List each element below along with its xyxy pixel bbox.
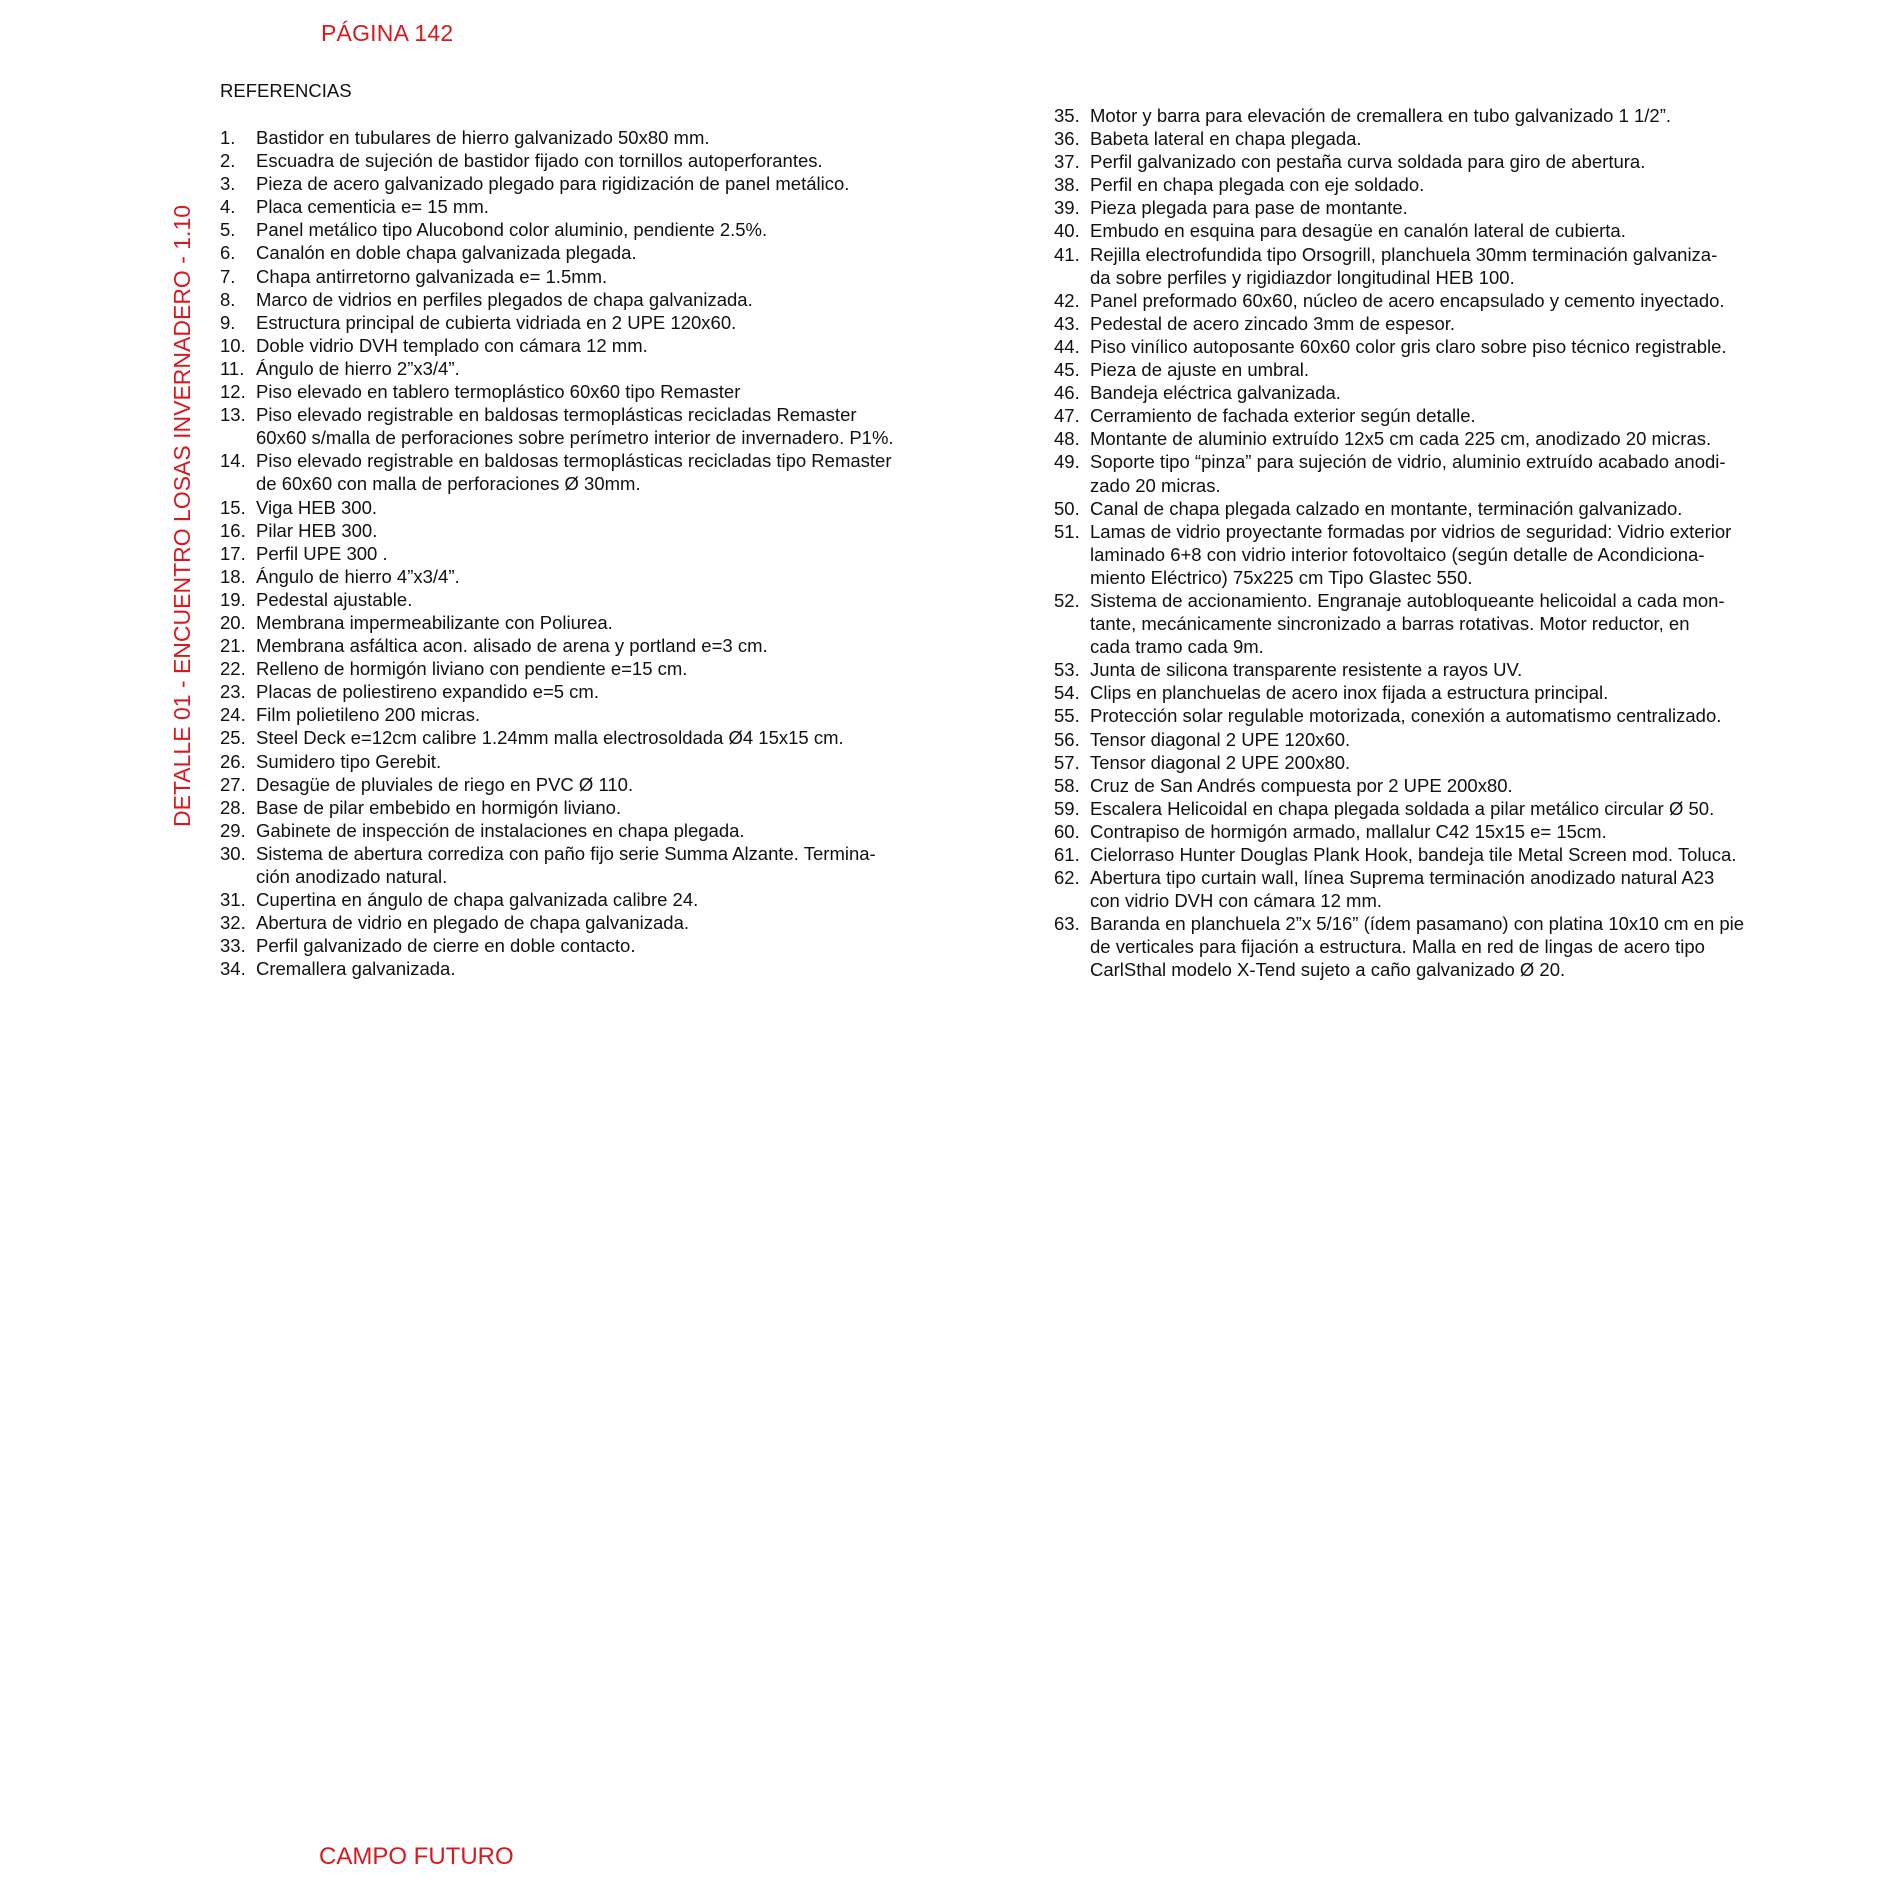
reference-number: 49.	[1054, 451, 1080, 473]
reference-text-line: Canalón en doble chapa galvanizada plegada.	[256, 242, 637, 264]
reference-item	[220, 496, 1020, 519]
reference-text-line: Placa cementicia e= 15 mm.	[256, 196, 489, 218]
reference-number: 32.	[220, 912, 246, 934]
reference-item	[1054, 173, 1864, 196]
reference-item	[1054, 219, 1864, 242]
reference-item	[220, 934, 1020, 957]
reference-text-line: Panel metálico tipo Alucobond color aluminio, pendiente 2.5%.	[256, 219, 768, 241]
reference-item	[220, 403, 1020, 449]
reference-number: 2.	[220, 150, 236, 172]
reference-text	[256, 888, 1020, 911]
reference-text-line: Viga HEB 300.	[256, 496, 378, 518]
reference-text	[1090, 312, 1864, 335]
reference-text-line: Pedestal ajustable.	[256, 588, 413, 610]
reference-text	[1090, 243, 1864, 289]
reference-text-line: miento Eléctrico) 75x225 cm Tipo Glastec 550.	[1090, 566, 1473, 588]
reference-number: 8.	[220, 288, 236, 310]
reference-item	[220, 588, 1020, 611]
reference-item	[220, 888, 1020, 911]
reference-number: 18.	[220, 565, 246, 587]
reference-number: 37.	[1054, 151, 1080, 173]
reference-item	[1054, 427, 1864, 450]
reference-text-line: Membrana impermeabilizante con Poliurea.	[256, 611, 613, 633]
reference-item	[1054, 751, 1864, 774]
reference-text	[256, 934, 1020, 957]
reference-item	[1054, 358, 1864, 381]
reference-text-line: Pieza de ajuste en umbral.	[1090, 359, 1310, 381]
reference-text	[256, 519, 1020, 542]
reference-text-line: Baranda en planchuela 2”x 5/16” (ídem pasamano) con platina 10x10 cm en pie	[1090, 913, 1745, 935]
reference-text-line: da sobre perfiles y rigidiazdor longitudinal HEB 100.	[1090, 266, 1515, 288]
reference-number: 58.	[1054, 774, 1080, 796]
reference-item	[220, 703, 1020, 726]
reference-text	[1090, 404, 1864, 427]
reference-text	[256, 703, 1020, 726]
reference-item	[220, 611, 1020, 634]
reference-item	[1054, 912, 1864, 981]
reference-item	[1054, 704, 1864, 727]
reference-text-line: Piso elevado en tablero termoplástico 60x60 tipo Remaster	[256, 381, 741, 403]
reference-text	[256, 911, 1020, 934]
reference-text-line: Membrana asfáltica acon. alisado de arena y portland e=3 cm.	[256, 635, 768, 657]
reference-text	[1090, 450, 1864, 496]
reference-text	[1090, 427, 1864, 450]
reference-number: 29.	[220, 819, 246, 841]
references-heading: REFERENCIAS	[220, 80, 352, 101]
reference-item	[220, 657, 1020, 680]
reference-item	[220, 819, 1020, 842]
reference-text-line: Lamas de vidrio proyectante formadas por vidrios de seguridad: Vidrio exterior	[1090, 520, 1732, 542]
reference-text	[256, 496, 1020, 519]
reference-text-line: Piso vinílico autoposante 60x60 color gris claro sobre piso técnico registrable.	[1090, 335, 1727, 357]
reference-text	[1090, 358, 1864, 381]
reference-text	[256, 449, 1020, 495]
reference-text-line: Escuadra de sujeción de bastidor fijado con tornillos autoperforantes.	[256, 150, 823, 172]
reference-item	[1054, 312, 1864, 335]
reference-text	[256, 819, 1020, 842]
reference-text	[1090, 381, 1864, 404]
reference-number: 7.	[220, 265, 236, 287]
reference-number: 48.	[1054, 428, 1080, 450]
reference-text	[256, 195, 1020, 218]
reference-text	[256, 634, 1020, 657]
reference-item	[220, 726, 1020, 749]
reference-text-line: Cremallera galvanizada.	[256, 958, 456, 980]
reference-number: 61.	[1054, 844, 1080, 865]
reference-number: 30.	[220, 842, 246, 864]
reference-item	[220, 773, 1020, 796]
reference-item	[220, 311, 1020, 334]
reference-number: 60.	[1054, 820, 1080, 842]
reference-text-line: Clips en planchuelas de acero inox fijada a estructura principal.	[1090, 682, 1609, 704]
reference-number: 39.	[1054, 197, 1080, 219]
reference-number: 28.	[220, 796, 246, 818]
reference-item	[220, 265, 1020, 288]
reference-text-line: Pedestal de acero zincado 3mm de espesor.	[1090, 312, 1456, 334]
reference-item	[220, 334, 1020, 357]
reference-text	[1090, 104, 1864, 127]
reference-text	[1090, 912, 1864, 981]
reference-text	[1090, 289, 1864, 312]
reference-text	[1090, 335, 1864, 358]
reference-text	[256, 126, 1020, 149]
reference-text	[256, 334, 1020, 357]
reference-text-line: Panel preformado 60x60, núcleo de acero encapsulado y cemento inyectado.	[1090, 289, 1725, 311]
reference-number: 62.	[1054, 867, 1080, 889]
reference-text	[1090, 728, 1864, 751]
reference-text	[1090, 820, 1864, 843]
reference-text	[256, 750, 1020, 773]
reference-text-line: Ángulo de hierro 4”x3/4”.	[256, 565, 460, 587]
reference-text	[256, 542, 1020, 565]
reference-text-line: Babeta lateral en chapa plegada.	[1090, 128, 1362, 150]
reference-text	[256, 588, 1020, 611]
reference-item	[220, 195, 1020, 218]
reference-item	[220, 565, 1020, 588]
reference-item	[1054, 335, 1864, 358]
reference-text-line: Motor y barra para elevación de cremallera en tubo galvanizado 1 1/2”.	[1090, 105, 1672, 126]
reference-text-line: Cielorraso Hunter Douglas Plank Hook, bandeja tile Metal Screen mod. Toluca.	[1090, 844, 1737, 865]
reference-text	[1090, 497, 1864, 520]
reference-item	[220, 172, 1020, 195]
reference-text-line: Gabinete de inspección de instalaciones en chapa plegada.	[256, 819, 745, 841]
reference-text-line: Perfil galvanizado con pestaña curva soldada para giro de abertura.	[1090, 151, 1646, 173]
reference-item	[1054, 404, 1864, 427]
reference-number: 53.	[1054, 659, 1080, 681]
reference-text-line: Placas de poliestireno expandido e=5 cm.	[256, 681, 599, 703]
reference-text	[256, 796, 1020, 819]
reference-text	[1090, 173, 1864, 196]
reference-text-line: de 60x60 con malla de perforaciones Ø 30mm.	[256, 473, 641, 495]
reference-item	[1054, 497, 1864, 520]
reference-text-line: Bandeja eléctrica galvanizada.	[1090, 382, 1341, 404]
reference-number: 36.	[1054, 128, 1080, 150]
reference-number: 5.	[220, 219, 236, 241]
reference-number: 4.	[220, 196, 236, 218]
reference-text	[1090, 219, 1864, 242]
reference-item	[220, 380, 1020, 403]
reference-item	[220, 680, 1020, 703]
reference-text-line: Sistema de abertura corrediza con paño fijo serie Summa Alzante. Termina-	[256, 842, 876, 864]
reference-item	[220, 218, 1020, 241]
reference-text-line: laminado 6+8 con vidrio interior fotovoltaico (según detalle de Acondiciona-	[1090, 543, 1705, 565]
reference-text-line: Cerramiento de fachada exterior según detalle.	[1090, 405, 1476, 427]
reference-text-line: Piso elevado registrable en baldosas termoplásticas recicladas tipo Remaster	[256, 450, 892, 472]
reference-item	[1054, 797, 1864, 820]
reference-number: 46.	[1054, 382, 1080, 404]
reference-number: 6.	[220, 242, 236, 264]
reference-text-line: Base de pilar embebido en hormigón liviano.	[256, 796, 622, 818]
reference-item	[220, 449, 1020, 495]
reference-text-line: Doble vidrio DVH templado con cámara 12 mm.	[256, 334, 648, 356]
reference-number: 33.	[220, 935, 246, 957]
reference-text	[1090, 658, 1864, 681]
reference-text-line: Chapa antirretorno galvanizada e= 1.5mm.	[256, 265, 608, 287]
reference-number: 24.	[220, 704, 246, 726]
reference-text	[1090, 681, 1864, 704]
reference-text-line: Contrapiso de hormigón armado, mallalur C42 15x15 e= 15cm.	[1090, 820, 1607, 842]
reference-item	[220, 241, 1020, 264]
reference-text	[256, 403, 1020, 449]
reference-text-line: Protección solar regulable motorizada, conexión a automatismo centralizado.	[1090, 705, 1722, 727]
reference-number: 44.	[1054, 335, 1080, 357]
reference-text-line: Marco de vidrios en perfiles plegados de chapa galvanizada.	[256, 288, 753, 310]
reference-text-line: Steel Deck e=12cm calibre 1.24mm malla electrosoldada Ø4 15x15 cm.	[256, 727, 844, 749]
reference-item	[1054, 843, 1864, 866]
reference-text	[1090, 774, 1864, 797]
reference-text	[1090, 520, 1864, 589]
reference-number: 59.	[1054, 797, 1080, 819]
reference-number: 45.	[1054, 359, 1080, 381]
reference-number: 51.	[1054, 520, 1080, 542]
reference-text	[256, 842, 1020, 888]
reference-text-line: tante, mecánicamente sincronizado a barras rotativas. Motor reductor, en	[1090, 613, 1690, 635]
reference-number: 34.	[220, 958, 246, 980]
reference-text-line: zado 20 micras.	[1090, 474, 1221, 496]
reference-text-line: Perfil en chapa plegada con eje soldado.	[1090, 174, 1425, 196]
reference-item	[220, 288, 1020, 311]
reference-number: 47.	[1054, 405, 1080, 427]
reference-text-line: Bastidor en tubulares de hierro galvanizado 50x80 mm.	[256, 127, 710, 148]
reference-text-line: Relleno de hormigón liviano con pendiente e=15 cm.	[256, 658, 688, 680]
reference-text-line: CarlSthal modelo X-Tend sujeto a caño galvanizado Ø 20.	[1090, 959, 1566, 981]
footer-title: CAMPO FUTURO	[319, 1843, 514, 1870]
reference-text-line: Canal de chapa plegada calzado en montante, terminación galvanizado.	[1090, 497, 1683, 519]
reference-number: 1.	[220, 127, 236, 148]
reference-item	[1054, 104, 1864, 127]
reference-text	[256, 773, 1020, 796]
reference-text-line: Piso elevado registrable en baldosas termoplásticas recicladas Remaster	[256, 404, 857, 426]
reference-text	[256, 172, 1020, 195]
reference-item	[1054, 450, 1864, 496]
reference-text	[1090, 127, 1864, 150]
reference-item	[220, 842, 1020, 888]
reference-number: 13.	[220, 404, 246, 426]
reference-number: 3.	[220, 173, 236, 195]
reference-text-line: Perfil UPE 300 .	[256, 542, 388, 564]
reference-text-line: Desagüe de pluviales de riego en PVC Ø 110.	[256, 773, 634, 795]
detail-side-title: DETALLE 01 - ENCUENTRO LOSAS INVERNADERO - 1.10	[169, 204, 195, 827]
reference-item	[220, 796, 1020, 819]
reference-item	[1054, 820, 1864, 843]
references-list-right	[1054, 104, 1864, 982]
reference-text-line: Cupertina en ángulo de chapa galvanizada calibre 24.	[256, 889, 699, 911]
reference-text	[256, 957, 1020, 980]
reference-number: 15.	[220, 496, 246, 518]
reference-number: 38.	[1054, 174, 1080, 196]
reference-number: 31.	[220, 889, 246, 911]
reference-text-line: Soporte tipo “pinza” para sujeción de vidrio, aluminio extruído acabado anodi-	[1090, 451, 1726, 473]
reference-item	[1054, 381, 1864, 404]
reference-text-line: de verticales para fijación a estructura. Malla en red de lingas de acero tipo	[1090, 936, 1705, 958]
reference-number: 11.	[220, 357, 245, 379]
reference-number: 56.	[1054, 728, 1080, 750]
reference-text	[256, 611, 1020, 634]
reference-text	[256, 680, 1020, 703]
reference-number: 14.	[220, 450, 246, 472]
reference-text	[1090, 589, 1864, 658]
reference-item	[220, 542, 1020, 565]
reference-text-line: Junta de silicona transparente resistente a rayos UV.	[1090, 659, 1523, 681]
reference-item	[220, 149, 1020, 172]
reference-text	[1090, 751, 1864, 774]
reference-text	[1090, 866, 1864, 912]
reference-item	[1054, 150, 1864, 173]
reference-text-line: con vidrio DVH con cámara 12 mm.	[1090, 890, 1382, 912]
reference-text-line: 60x60 s/malla de perforaciones sobre perímetro interior de invernadero. P1%.	[256, 427, 894, 449]
reference-item	[220, 126, 1020, 149]
reference-item	[220, 911, 1020, 934]
reference-text	[256, 218, 1020, 241]
reference-item	[1054, 728, 1864, 751]
reference-text-line: Abertura de vidrio en plegado de chapa galvanizada.	[256, 912, 690, 934]
reference-item	[220, 357, 1020, 380]
reference-text	[1090, 196, 1864, 219]
reference-number: 19.	[220, 588, 246, 610]
reference-text	[256, 657, 1020, 680]
reference-number: 25.	[220, 727, 246, 749]
reference-number: 9.	[220, 311, 236, 333]
reference-number: 27.	[220, 773, 246, 795]
page-number: PÁGINA 142	[321, 20, 454, 46]
reference-text-line: Montante de aluminio extruído 12x5 cm cada 225 cm, anodizado 20 micras.	[1090, 428, 1712, 450]
reference-number: 41.	[1054, 243, 1080, 265]
reference-text	[1090, 704, 1864, 727]
reference-number: 50.	[1054, 497, 1080, 519]
reference-text-line: Estructura principal de cubierta vidriada en 2 UPE 120x60.	[256, 311, 737, 333]
reference-text	[256, 357, 1020, 380]
reference-number: 57.	[1054, 751, 1080, 773]
reference-text-line: Sumidero tipo Gerebit.	[256, 750, 442, 772]
reference-text	[256, 311, 1020, 334]
references-list-left	[220, 126, 1020, 980]
reference-text-line: Film polietileno 200 micras.	[256, 704, 481, 726]
reference-text	[256, 265, 1020, 288]
reference-number: 54.	[1054, 682, 1080, 704]
reference-number: 16.	[220, 519, 246, 541]
reference-item	[220, 957, 1020, 980]
reference-number: 20.	[220, 611, 246, 633]
reference-item	[1054, 681, 1864, 704]
reference-item	[1054, 774, 1864, 797]
reference-text-line: Pieza de acero galvanizado plegado para rigidización de panel metálico.	[256, 173, 850, 195]
reference-item	[1054, 866, 1864, 912]
reference-number: 42.	[1054, 289, 1080, 311]
reference-item	[1054, 196, 1864, 219]
reference-text-line: Ángulo de hierro 2”x3/4”.	[256, 357, 460, 379]
reference-text-line: ción anodizado natural.	[256, 866, 448, 887]
reference-number: 21.	[220, 635, 246, 657]
reference-number: 10.	[220, 334, 246, 356]
reference-number: 52.	[1054, 589, 1080, 611]
reference-text	[256, 241, 1020, 264]
reference-number: 17.	[220, 542, 246, 564]
reference-text	[1090, 150, 1864, 173]
reference-number: 35.	[1054, 105, 1080, 126]
reference-text	[256, 380, 1020, 403]
reference-number: 63.	[1054, 913, 1080, 935]
reference-text-line: Abertura tipo curtain wall, línea Suprema terminación anodizado natural A23	[1090, 867, 1715, 889]
reference-item	[1054, 589, 1864, 658]
reference-item	[1054, 243, 1864, 289]
reference-number: 12.	[220, 381, 246, 403]
reference-text-line: Sistema de accionamiento. Engranaje autobloqueante helicoidal a cada mon-	[1090, 589, 1725, 611]
reference-item	[1054, 289, 1864, 312]
reference-text	[256, 565, 1020, 588]
reference-text-line: cada tramo cada 9m.	[1090, 636, 1264, 658]
reference-text	[256, 149, 1020, 172]
reference-text-line: Escalera Helicoidal en chapa plegada soldada a pilar metálico circular Ø 50.	[1090, 797, 1715, 819]
reference-text-line: Pilar HEB 300.	[256, 519, 378, 541]
reference-text-line: Pieza plegada para pase de montante.	[1090, 197, 1408, 219]
reference-text	[256, 288, 1020, 311]
reference-text-line: Tensor diagonal 2 UPE 200x80.	[1090, 751, 1351, 773]
reference-number: 22.	[220, 658, 246, 680]
reference-text-line: Embudo en esquina para desagüe en canalón lateral de cubierta.	[1090, 220, 1626, 242]
reference-number: 26.	[220, 750, 246, 772]
reference-text	[1090, 797, 1864, 820]
reference-item	[1054, 127, 1864, 150]
reference-text-line: Tensor diagonal 2 UPE 120x60.	[1090, 728, 1351, 750]
reference-text	[256, 726, 1020, 749]
reference-item	[1054, 520, 1864, 589]
reference-item	[220, 519, 1020, 542]
reference-item	[1054, 658, 1864, 681]
reference-number: 40.	[1054, 220, 1080, 242]
reference-text-line: Cruz de San Andrés compuesta por 2 UPE 200x80.	[1090, 774, 1513, 796]
reference-number: 43.	[1054, 312, 1080, 334]
reference-number: 55.	[1054, 705, 1080, 727]
reference-item	[220, 750, 1020, 773]
reference-number: 23.	[220, 681, 246, 703]
reference-text-line: Perfil galvanizado de cierre en doble contacto.	[256, 935, 636, 957]
reference-text	[1090, 843, 1864, 866]
reference-text-line: Rejilla electrofundida tipo Orsogrill, planchuela 30mm terminación galvaniza-	[1090, 243, 1718, 265]
reference-item	[220, 634, 1020, 657]
